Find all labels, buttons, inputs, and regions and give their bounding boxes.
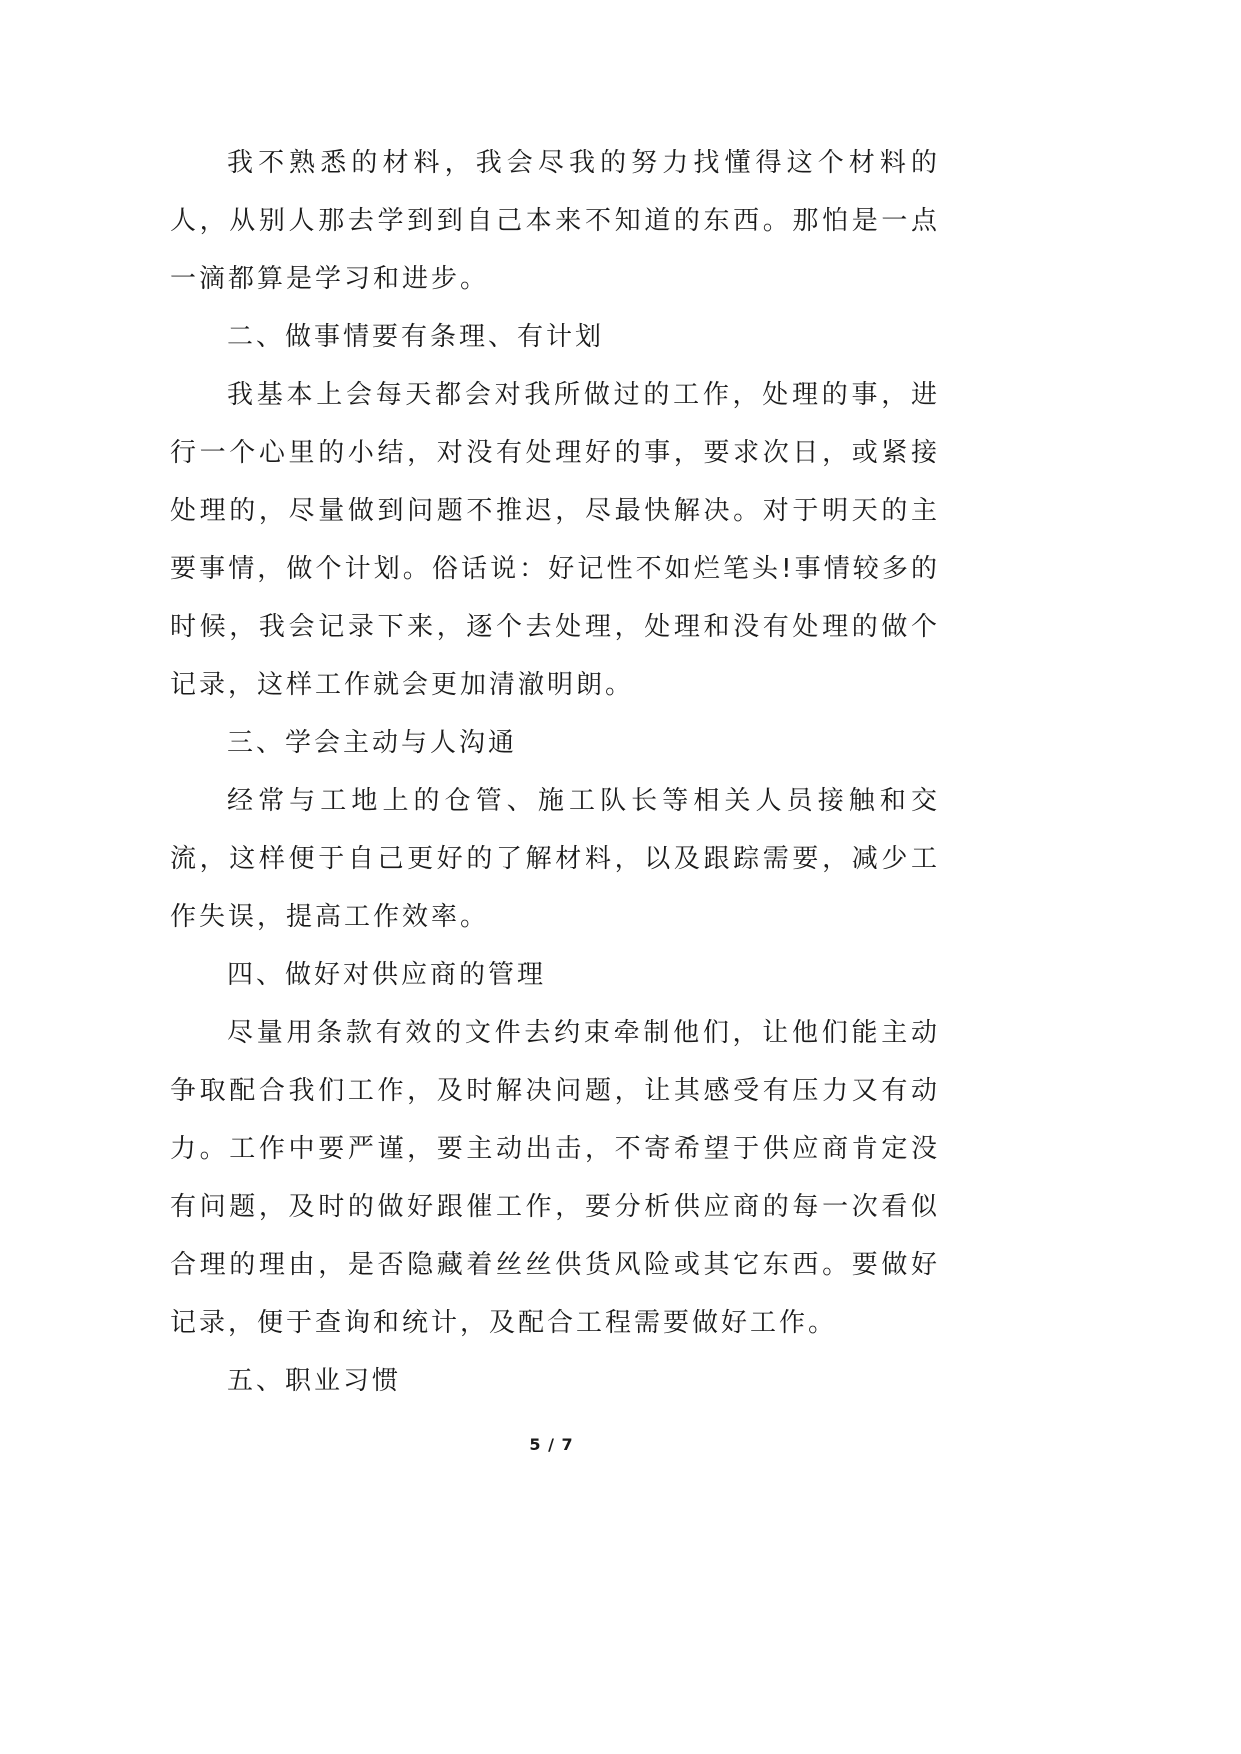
section-heading-3: 三、学会主动与人沟通 [227, 728, 518, 758]
paragraph-supplier-management: 尽量用条款有效的文件去约束牵制他们，让他们能主动争取配合我们工作，及时解决问题，让其感受有压力又有动力。工作中要严谨，要主动出击，不寄希望于供应商肯定没有问题，及时的做好跟催工作，要分析供应商的每一次看似合理的理由，是否隐藏着丝丝供货风险或其它东西。要做好记录，便于查询和统计，及配合工程需要做好工作。 [170, 1018, 940, 1338]
paragraph-materials: 我不熟悉的材料，我会尽我的努力找懂得这个材料的人，从别人那去学到到自己本来不知道的东西。那怕是一点一滴都算是学习和进步。 [170, 148, 940, 294]
section-heading-5: 五、职业习惯 [227, 1366, 402, 1396]
page-number: 5 / 7 [529, 1435, 574, 1454]
paragraph-communication: 经常与工地上的仓管、施工队长等相关人员接触和交流，这样便于自己更好的了解材料，以及跟踪需要，减少工作失误，提高工作效率。 [170, 786, 940, 932]
section-heading-4: 四、做好对供应商的管理 [227, 960, 547, 990]
section-heading-2: 二、做事情要有条理、有计划 [227, 322, 605, 352]
document-body [170, 134, 940, 1410]
paragraph-planning: 我基本上会每天都会对我所做过的工作，处理的事，进行一个心里的小结，对没有处理好的事，要求次日，或紧接处理的，尽量做到问题不推迟，尽最快解决。对于明天的主要事情，做个计划。俗话说：好记性不如烂笔头!事情较多的时候，我会记录下来，逐个去处理，处理和没有处理的做个记录，这样工作就会更加清澈明朗。 [170, 380, 940, 700]
